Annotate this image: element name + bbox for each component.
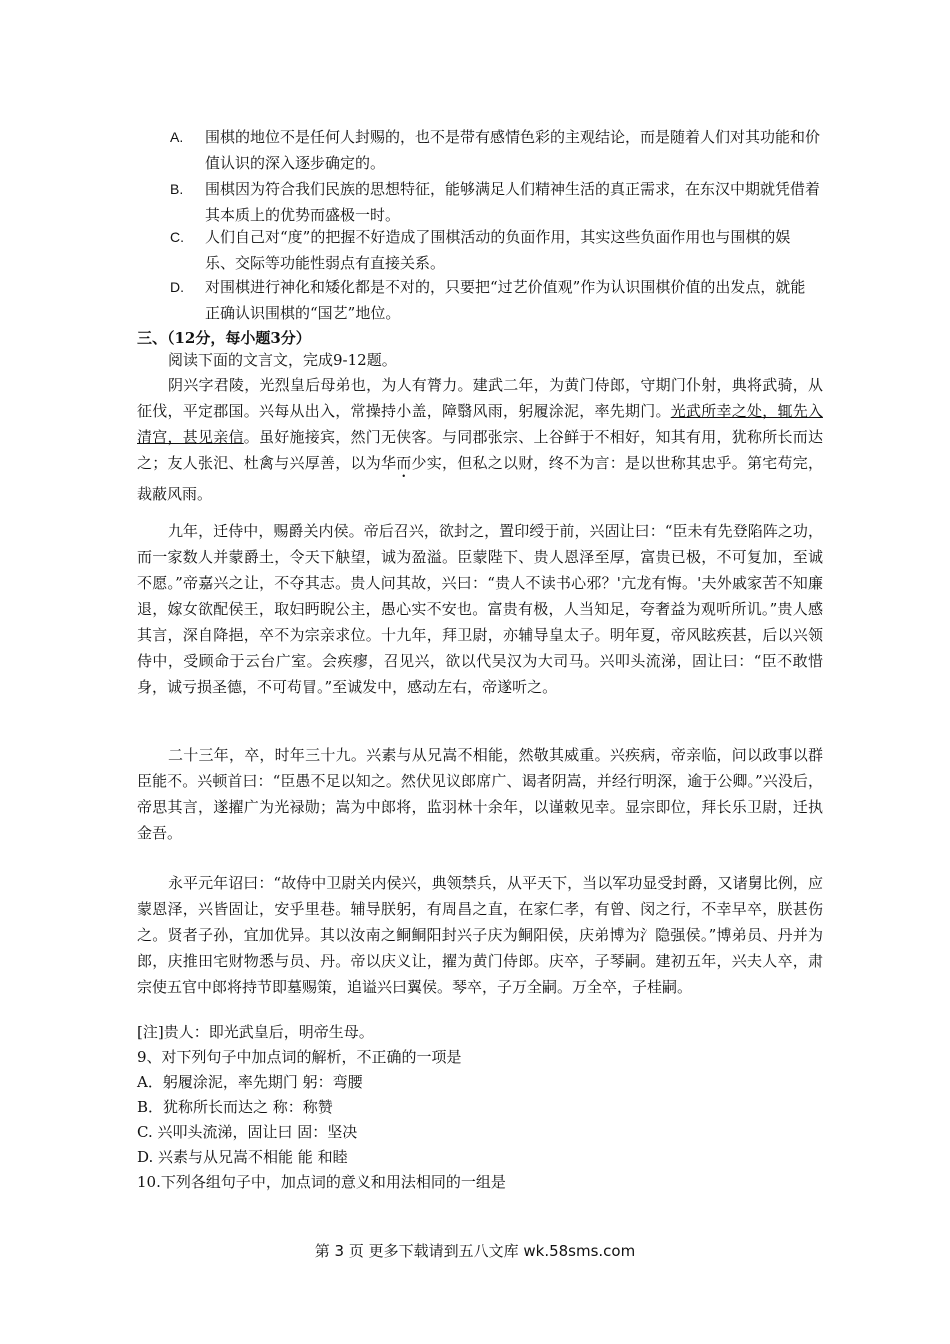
question-10-stem: 10.下列各组句子中，加点词的意义和用法相同的一组是 [137, 1173, 506, 1191]
option-text: 围棋因为符合我们民族的思想特征，能够满足人们精神生活的真正需求，在东汉中期就凭借着其本质上的优势而盛极一时。 [205, 180, 821, 224]
passage-text: 少实，但私之以财，终不为言：是以世称其忠乎。第宅苟完，裁蔽风雨。 [137, 454, 823, 503]
passage-text: 。虽好施接宾，然门无侠客。与同郡张宗、上谷鲜于 [243, 428, 595, 446]
option-a [170, 124, 820, 176]
option-label: D. [170, 279, 184, 295]
question-9-option-c: C. 兴叩头流涕，固让曰 固：坚决 [137, 1123, 358, 1141]
option-text: 围棋的地位不是任何人封赐的，也不是带有感情色彩的主观结论，而是随着人们对其功能和价值认识的深入逐步确定的。 [205, 128, 821, 172]
option-d [170, 274, 820, 326]
passage-text: 不相好，知其有用，犹称所长而达之；友人张汜、杜禽与兴厚善，以为华 [137, 428, 823, 472]
option-b [170, 176, 820, 228]
passage-paragraph-4: 永平元年诏曰：“故侍中卫尉关内侯兴，典领禁兵，从平天下，当以军功显受封爵，又诸舅比例，应蒙恩泽，兴皆固让，安乎里巷。辅导朕躬，有周昌之直，在家仁孝，有曾、闵之行，不幸早卒，朕甚伤之。贤者子孙，宜加优异。其以汝南之鲖鲖阳封兴子庆为鲖阳侯，庆弟博为氵隐强侯。”博弟员、丹并为郎，庆推田宅财物悉与员、丹。帝以庆义让，擢为黄门侍郎。庆卒，子琴嗣。建初五年，兴夫人卒，肃宗使五官中郎将持节即墓赐策，追谥兴曰翼侯。琴卒，子万全嗣。万全卒，子桂嗣。 [137, 874, 823, 996]
option-label: B. [170, 181, 184, 197]
page-footer: 第 3 页 更多下载请到五八文库 wk.58sms.com [314, 1242, 636, 1260]
section-heading: 三、（12分，每小题3分） [137, 329, 311, 347]
passage-text: 阴兴字君陵，光烈皇后母弟也，为人有膂力。建武二年，为黄门侍郎，守期门仆射，典将武骑，从征伐，平定郡国。兴每从出入，常操持小盖，障翳风雨，躬履涂泥，率先期门。 [137, 376, 823, 420]
question-9-stem: 9、对下列句子中加点词的解析，不正确的一项是 [137, 1048, 462, 1066]
passage-paragraph-1 [137, 372, 823, 507]
option-c [170, 224, 820, 276]
instruction: 阅读下面的文言文，完成9-12题。 [168, 351, 397, 369]
underlined-sentence: 光武所幸之处，辄先入清宫，甚见亲信 [137, 402, 823, 446]
question-9-option-b: B．犹称所长而达之 称：称赞 [137, 1098, 333, 1116]
dotted-word: 而 [396, 454, 412, 472]
passage-paragraph-2: 九年，迁侍中，赐爵关内侯。帝后召兴，欲封之，置印绶于前，兴固让曰：“臣未有先登陷阵之功，而一家数人并蒙爵土，令天下觖望，诚为盈溢。臣蒙陛下、贵人恩泽至厚，富贵已极，不可复加，至诚不愿。”帝嘉兴之让，不夺其志。贵人问其故，兴曰：“贵人不读书心邪？'亢龙有悔。'夫外戚家苦不知廉退，嫁女欲配侯王，取妇眄睨公主，愚心实不安也。富贵有极，人当知足，夸奢益为观听所讥。”贵人感其言，深自降挹，卒不为宗亲求位。十九年，拜卫尉，亦辅导皇太子。明年夏，帝风眩疾甚，后以兴领侍中，受顾命于云台广室。会疾瘳，召见兴，欲以代吴汉为大司马。兴叩头流涕，固让曰：“臣不敢惜身，诚亏损圣德，不可苟冒。”至诚发中，感动左右，帝遂听之。 [137, 522, 823, 696]
option-text: 人们自己对“度”的把握不好造成了围棋活动的负面作用，其实这些负面作用也与围棋的娱乐、交际等功能性弱点有直接关系。 [205, 228, 791, 272]
note: [注]贵人：即光武皇后，明帝生母。 [137, 1023, 374, 1041]
passage-paragraph-3: 二十三年，卒，时年三十九。兴素与从兄嵩不相能，然敬其威重。兴疾病，帝亲临，问以政事以群臣能不。兴顿首曰：“臣愚不足以知之。然伏见议郎席广、谒者阴嵩，并经行明深，逾于公卿。”兴没后，帝思其言，遂擢广为光禄勋；嵩为中郎将，监羽林十余年，以谨敕见幸。显宗即位，拜长乐卫尉，迁执金吾。 [137, 746, 823, 842]
question-9-option-d: D. 兴素与从兄嵩不相能 能 和睦 [137, 1148, 348, 1166]
question-9-option-a: A．躬履涂泥，率先期门 躬：弯腰 [137, 1073, 363, 1091]
option-label: A. [170, 129, 184, 145]
option-text: 对围棋进行神化和矮化都是不对的，只要把“过艺价值观”作为认识围棋价值的出发点，就能正确认识围棋的“国艺”地位。 [205, 278, 806, 322]
option-label: C. [170, 229, 184, 245]
